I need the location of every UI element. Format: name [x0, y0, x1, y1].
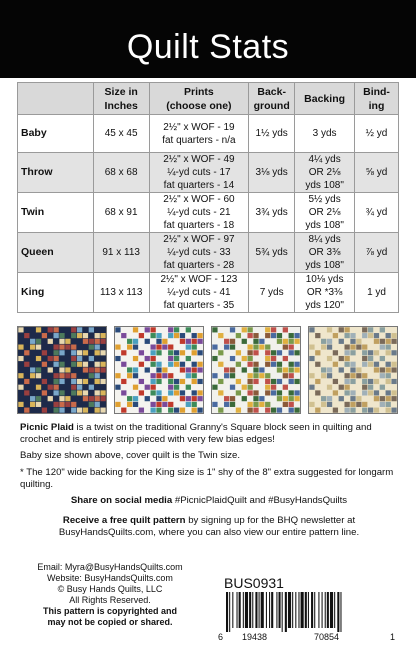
rights-text: All Rights Reserved.: [69, 595, 151, 605]
prints-cell: 2½" x WOF - 19 fat quarters - n/a: [149, 115, 249, 153]
contact-block: [20, 562, 200, 628]
header-size: Size in Inches: [93, 83, 149, 115]
prints-cell: 2½" x WOF - 60 ¼-yd cuts - 21 fat quarters - 18: [149, 193, 249, 233]
table-row: [18, 115, 399, 153]
backing-cell: 3 yds: [295, 115, 355, 153]
barcode-digit-group-1: 19438: [242, 632, 268, 642]
row-label: Baby: [18, 115, 94, 153]
copyright-text: © Busy Hands Quilts, LLC: [57, 584, 163, 594]
barcode-digit-group-2: 70854: [314, 632, 340, 642]
website-text: Website: BusyHandsQuilts.com: [47, 573, 173, 583]
sku-code: BUS0931: [224, 575, 284, 591]
header-prints: Prints (choose one): [149, 83, 249, 115]
quilt-image-cream: [308, 326, 398, 414]
newsletter-label: Receive a free quilt pattern: [62, 515, 186, 526]
background-cell: 5¾ yds: [249, 233, 295, 273]
binding-cell: ⅞ yd: [355, 233, 399, 273]
quilt-photos: [17, 326, 399, 414]
size-cell: 68 x 68: [93, 153, 149, 193]
email-text: Email: Myra@BusyHandsQuilts.com: [37, 562, 183, 572]
header-background: Back- ground: [249, 83, 295, 115]
copyright-notice-2: may not be copied or shared.: [47, 617, 173, 627]
size-cell: 68 x 91: [93, 193, 149, 233]
title-banner: [0, 0, 416, 78]
binding-cell: ½ yd: [355, 115, 399, 153]
social-label: Share on social media: [70, 495, 173, 506]
copyright-notice-1: This pattern is copyrighted and: [42, 606, 177, 616]
quilt-image-white-multi: [114, 326, 204, 414]
backing-cell: 8¼ yds OR 3⅜ yds 108": [295, 233, 355, 273]
backing-note: * The 120" wide backing for the King size is 1" shy of the 8" extra suggested for longarm quilting.: [20, 467, 394, 490]
row-label: Throw: [18, 153, 94, 193]
barcode-digit-first: 6: [218, 632, 224, 642]
header-backing: Backing: [295, 83, 355, 115]
intro-text: is a twist on the traditional Granny's Square block seen in quilting and crochet and is entirely strip pieced with very few bias edges!: [20, 422, 372, 445]
newsletter-line: [20, 515, 398, 539]
quilt-image-navy: [17, 326, 107, 414]
binding-cell: ⅝ yd: [355, 153, 399, 193]
prints-cell: 2½" x WOF - 49 ¼-yd cuts - 17 fat quarters - 14: [149, 153, 249, 193]
size-cell: 113 x 113: [93, 273, 149, 313]
table-row: [18, 193, 399, 233]
prints-cell: 2½" x WOF - 123 ¼-yd cuts - 41 fat quarters - 35: [149, 273, 249, 313]
row-label: Twin: [18, 193, 94, 233]
table-row: [18, 233, 399, 273]
size-cell: 91 x 113: [93, 233, 149, 273]
row-label: Queen: [18, 233, 94, 273]
page-title: Quilt Stats: [126, 28, 290, 66]
background-cell: 7 yds: [249, 273, 295, 313]
quilt-image-white-green: [211, 326, 301, 414]
backing-cell: 4¼ yds OR 2⅛ yds 108": [295, 153, 355, 193]
table-row: [18, 273, 399, 313]
barcode-digit-last: 1: [390, 632, 396, 642]
social-hashtags: #PicnicPlaidQuilt and #BusyHandsQuilts: [172, 495, 348, 506]
backing-cell: 5½ yds OR 2⅛ yds 108": [295, 193, 355, 233]
size-cell: 45 x 45: [93, 115, 149, 153]
backing-cell: 10⅛ yds OR *3⅜ yds 120": [295, 273, 355, 313]
binding-cell: 1 yd: [355, 273, 399, 313]
binding-cell: ¾ yd: [355, 193, 399, 233]
newsletter-text: by signing up for the BHQ newsletter at BusyHandsQuilts.com, where you can also view our entire pattern line.: [58, 515, 360, 538]
table-row: [18, 153, 399, 193]
background-cell: 3⅛ yds: [249, 153, 295, 193]
prints-cell: 2½" x WOF - 97 ¼-yd cuts - 33 fat quarters - 28: [149, 233, 249, 273]
row-label: King: [18, 273, 94, 313]
header-binding: Bind- ing: [355, 83, 399, 115]
table-header-row: [18, 83, 399, 115]
pattern-name: Picnic Plaid: [20, 422, 74, 433]
header-blank: [18, 83, 94, 115]
intro-paragraph: [20, 422, 398, 446]
social-line: [20, 495, 398, 507]
size-note: Baby size shown above, cover quilt is the Twin size.: [20, 450, 241, 461]
background-cell: 3¾ yds: [249, 193, 295, 233]
background-cell: 1½ yds: [249, 115, 295, 153]
quilt-stats-table: [17, 82, 399, 313]
